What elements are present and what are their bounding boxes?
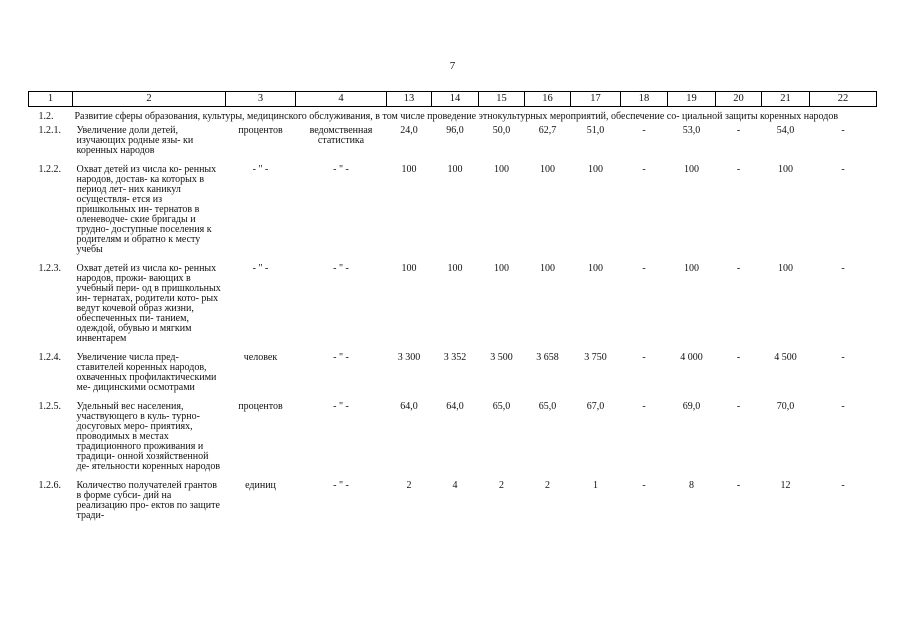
value-cell: - [642, 401, 646, 412]
value-cell: - [736, 164, 741, 175]
column-numbers-row [29, 92, 877, 107]
value-cell: 62,7 [538, 125, 557, 136]
column-header: 18 [621, 92, 668, 107]
value-cell: 100 [540, 263, 555, 274]
value-cell: 100 [401, 164, 417, 175]
column-header: 21 [762, 92, 810, 107]
value-cell: 100 [684, 263, 699, 274]
value-cell: - [841, 401, 845, 412]
value-cell: - [736, 352, 741, 363]
value-cell: 100 [494, 164, 509, 175]
value-cell: - [642, 480, 646, 491]
value-cell: - [736, 263, 741, 274]
value-cell: 69,0 [682, 401, 701, 412]
unit-of-measure: - " - [252, 263, 269, 274]
section-number: 1.2. [38, 111, 54, 122]
value-cell: 100 [778, 164, 793, 175]
column-header: 14 [432, 92, 479, 107]
value-cell: 4 [452, 480, 458, 491]
indicator-name: Количество получателей грантов в форме субси- дий на реализацию про- ектов по защите тради- [76, 480, 220, 521]
value-cell: 3 300 [397, 352, 421, 363]
indicator-name: Увеличение числа пред- ставителей коренных народов, охваченных профилактическими ме- дицинскими осмотрами [76, 352, 217, 393]
value-cell: 65,0 [492, 401, 511, 412]
data-source: - " - [333, 401, 349, 412]
column-header: 13 [387, 92, 432, 107]
value-cell: - [642, 263, 646, 274]
unit-of-measure: единиц [245, 480, 276, 491]
value-cell: 12 [780, 480, 791, 491]
value-cell: 96,0 [446, 125, 464, 136]
value-cell: 3 500 [490, 352, 513, 363]
page-number: 7 [449, 60, 456, 72]
indicators-table [28, 91, 877, 530]
value-cell: 2 [545, 480, 550, 491]
value-cell: 8 [689, 480, 694, 491]
value-cell: 100 [447, 164, 463, 175]
unit-of-measure: человек [243, 352, 278, 363]
table-row [29, 481, 877, 530]
value-cell: 53,0 [682, 125, 701, 136]
column-header: 2 [73, 92, 226, 107]
column-header: 1 [29, 92, 73, 107]
value-cell: 3 352 [443, 352, 467, 363]
column-header: 20 [716, 92, 762, 107]
value-cell: - [841, 352, 845, 363]
value-cell: 100 [588, 164, 603, 175]
value-cell: - [736, 125, 741, 136]
indicator-name: Удельный вес населения, участвующего в куль- турно-досуговых меро- приятиях, проводимых в местах традиционного проживания и традици- онной хозяйственной де- ятельности коренных народов [76, 401, 221, 472]
column-header: 3 [226, 92, 296, 107]
value-cell: 54,0 [776, 125, 795, 136]
value-cell: 70,0 [776, 401, 795, 412]
indicator-name: Охват детей из числа ко- ренных народов, достав- ка которых в период лет- них каникул осуществля- ется из пришкольных ин- тернатов в оленеводче- ские бригады и трудно- доступные поселения к родителям и обратно к месту учебы [76, 164, 217, 255]
value-cell: 3 750 [584, 352, 607, 363]
value-cell: 100 [401, 263, 417, 274]
data-source: - " - [333, 263, 349, 274]
table-row [29, 126, 877, 165]
value-cell: 100 [447, 263, 463, 274]
row-number: 1.2.5. [38, 401, 61, 412]
row-number: 1.2.1. [38, 125, 61, 136]
table-row [29, 264, 877, 353]
value-cell: 50,0 [492, 125, 511, 136]
value-cell: 4 500 [774, 352, 797, 363]
value-cell: - [642, 352, 646, 363]
value-cell: 2 [499, 480, 504, 491]
column-header: 22 [810, 92, 877, 107]
value-cell: 100 [540, 164, 555, 175]
value-cell: - [642, 164, 646, 175]
column-header: 4 [296, 92, 387, 107]
table-row [29, 165, 877, 264]
data-source: - " - [333, 480, 349, 491]
table-row [29, 402, 877, 481]
value-cell: 2 [406, 480, 412, 491]
value-cell: 65,0 [538, 401, 557, 412]
indicator-name: Охват детей из числа ко- ренных народов, прожи- вающих в учебный пери- од в пришкольных ин- тернатах, родители кото- рых ведут кочевой образ жизни, обеспеченных пи- танием, одеждой, обувью и мягким инвентарем [76, 263, 221, 344]
value-cell: - [841, 263, 845, 274]
value-cell: 100 [684, 164, 699, 175]
section-title: Развитие сферы образования, культуры, медицинского обслуживания, в том числе проведение этнокультурных мероприятий, обеспечение со- циальной защиты коренных народов [74, 111, 839, 122]
value-cell: 100 [588, 263, 603, 274]
row-number: 1.2.3. [38, 263, 61, 274]
unit-of-measure: - " - [252, 164, 269, 175]
value-cell: 51,0 [586, 125, 605, 136]
unit-of-measure: процентов [238, 125, 283, 136]
value-cell: - [841, 164, 845, 175]
unit-of-measure: процентов [238, 401, 283, 412]
section-row [29, 107, 877, 127]
indicator-name: Увеличение доли детей, изучающих родные язы- ки коренных народов [76, 125, 194, 156]
value-cell: - [736, 401, 741, 412]
value-cell: 64,0 [446, 401, 464, 412]
column-header: 15 [479, 92, 525, 107]
value-cell: 67,0 [586, 401, 605, 412]
row-number: 1.2.6. [38, 480, 61, 491]
value-cell: 100 [494, 263, 509, 274]
data-source: - " - [333, 352, 349, 363]
value-cell: 24,0 [400, 125, 418, 136]
value-cell: - [642, 125, 646, 136]
data-source: ведомственная статистика [309, 125, 373, 146]
column-header: 17 [571, 92, 621, 107]
value-cell: - [841, 125, 845, 136]
table-row [29, 353, 877, 402]
column-header: 19 [668, 92, 716, 107]
row-number: 1.2.2. [38, 164, 61, 175]
value-cell: 1 [593, 480, 598, 491]
value-cell: 100 [778, 263, 793, 274]
data-source: - " - [333, 164, 349, 175]
value-cell: - [736, 480, 741, 491]
value-cell: 3 658 [536, 352, 559, 363]
value-cell: 4 000 [680, 352, 703, 363]
value-cell: 64,0 [400, 401, 418, 412]
column-header: 16 [525, 92, 571, 107]
value-cell: - [841, 480, 845, 491]
row-number: 1.2.4. [38, 352, 61, 363]
